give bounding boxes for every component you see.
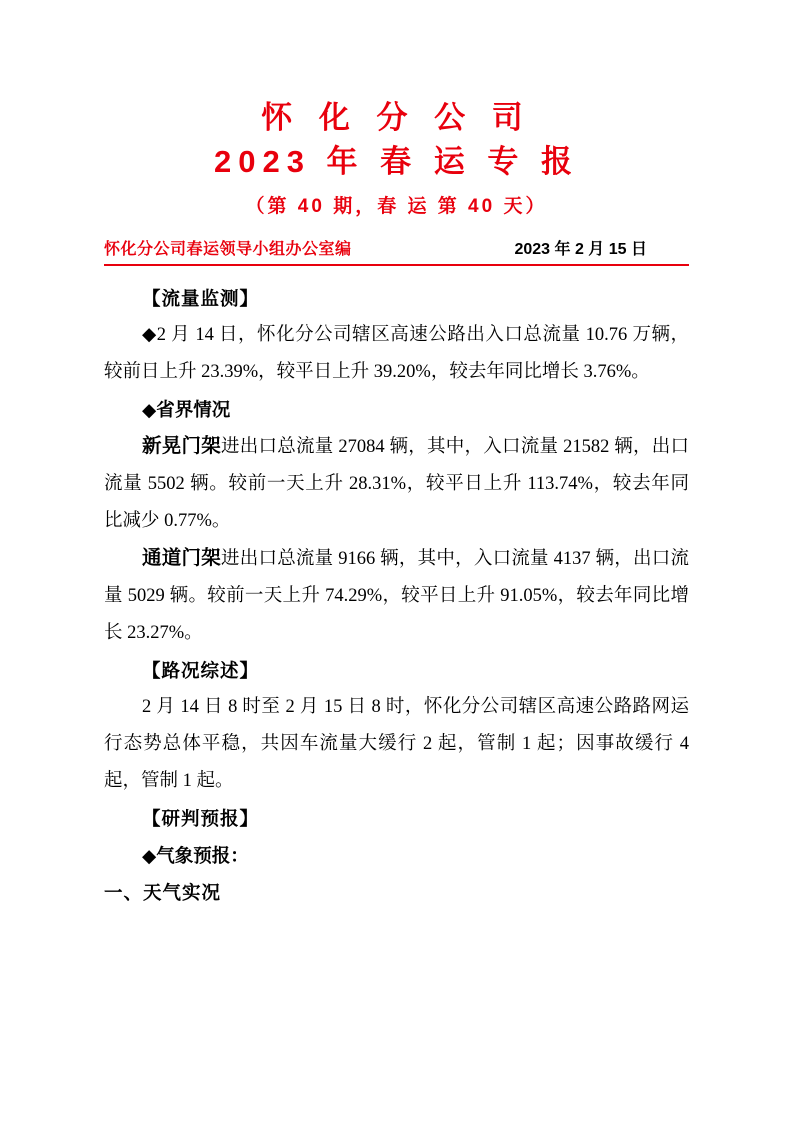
heading-judgement-forecast: 【研判预报】 — [142, 808, 260, 829]
masthead-report-title: 2023 年 春 运 专 报 — [213, 144, 580, 179]
heading-provincial-border: ◆省界情况 — [142, 399, 231, 420]
paragraph-gantry-tongdao — [104, 540, 689, 652]
heading-traffic-monitor: 【流量监测】 — [142, 288, 260, 309]
issue-editor: 怀化分公司春运领导小组办公室编 — [104, 241, 352, 258]
issue-bar — [104, 236, 689, 266]
heading-weather-actual: 一、天气实况 — [104, 882, 222, 903]
heading-road-condition: 【路况综述】 — [142, 660, 260, 681]
masthead-company-title: 怀 化 分 公 司 — [261, 100, 532, 135]
masthead-issue-subtitle: （第 40 期，春 运 第 40 天） — [245, 196, 548, 217]
gantry-text-tongdao: 进出口总流量 9166 辆，其中，入口流量 4137 辆，出口流量 5029 辆。较前一天上升 74.29%，较平日上升 91.05%，较去年同比增长 23.27%。 — [104, 549, 689, 643]
document-body — [104, 280, 689, 911]
masthead — [104, 96, 689, 224]
gantry-name-tongdao: 通道门架 — [142, 547, 221, 569]
paragraph-gantry-xinhuang — [104, 428, 689, 540]
gantry-text-xinhuang: 进出口总流量 27084 辆，其中，入口流量 21582 辆，出口流量 5502 辆。较前一天上升 28.31%，较平日上升 113.74%，较去年同比减少 0.77%。 — [104, 437, 689, 531]
paragraph-road-condition: 2 月 14 日 8 时至 2 月 15 日 8 时，怀化分公司辖区高速公路路网运行态势总体平稳，共因车流量大缓行 2 起，管制 1 起；因事故缓行 4 起，管制 1 起。 — [104, 697, 689, 791]
heading-weather-forecast: ◆气象预报： — [142, 845, 249, 866]
issue-date: 2023 年 2 月 15 日 — [514, 241, 647, 258]
gantry-name-xinhuang: 新晃门架 — [142, 435, 221, 457]
paragraph-traffic-monitor: ◆2 月 14 日，怀化分公司辖区高速公路出入口总流量 10.76 万辆，较前日上升 23.39%，较平日上升 39.20%，较去年同比增长 3.76%。 — [104, 325, 689, 382]
